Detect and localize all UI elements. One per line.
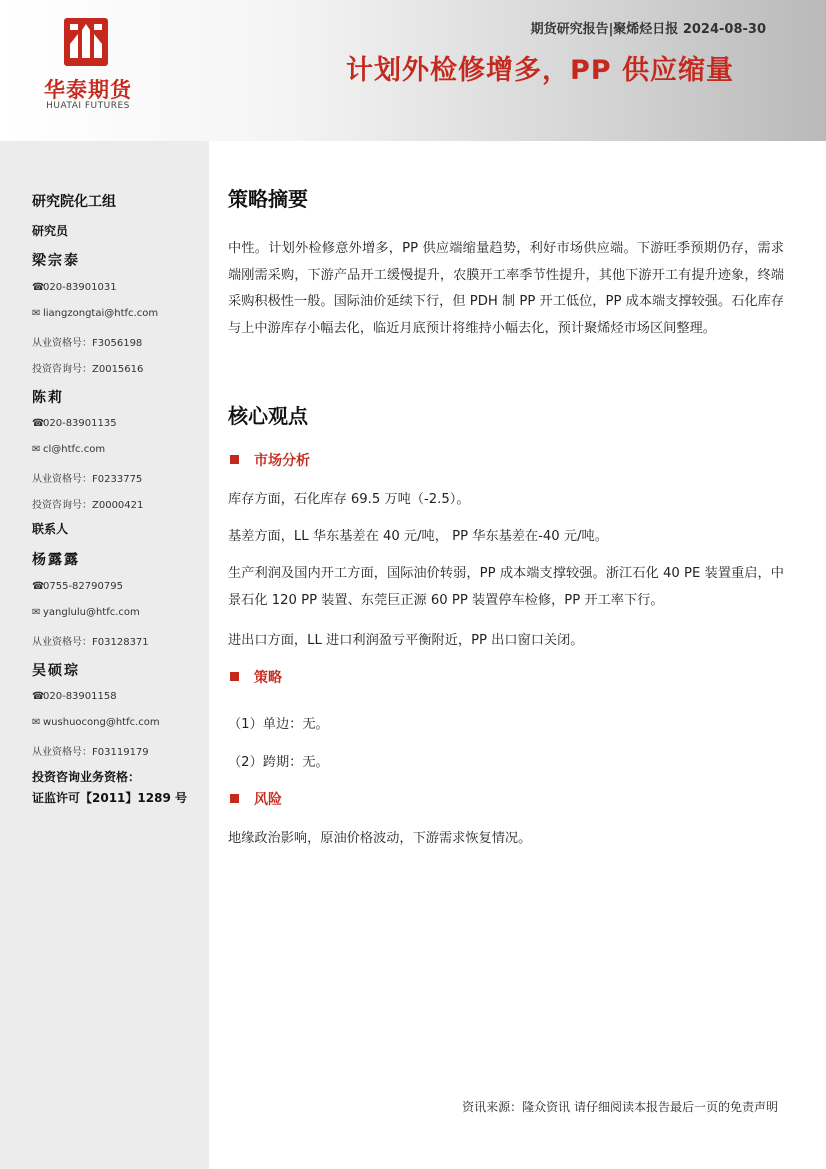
- researcher-name: 陈莉: [32, 390, 64, 406]
- researcher-advisor-id: 投资咨询号：Z0015616: [32, 364, 144, 375]
- contact-name: 吴硕琮: [32, 663, 80, 679]
- market-profit-text: 生产利润及国内开工方面，国际油价转弱，PP 成本端支撑较强。浙江石化 40 PE 装置重启，中景石化 120 PP 装置、东莞巨正源 60 PP 装置停车检修，PP 开工率下行。: [228, 566, 784, 608]
- researcher-advisor-id: 投资咨询号：Z0000421: [32, 500, 144, 511]
- logo-chinese-name: 华泰期货: [44, 78, 132, 102]
- huatai-logo-icon: [64, 18, 108, 66]
- report-header: [0, 0, 826, 141]
- researcher-phone: ☎020-83901135: [32, 418, 117, 429]
- market-basis-text: 基差方面，LL 华东基差在 40 元/吨， PP 华东基差在-40 元/吨。: [228, 529, 608, 544]
- strategy-spread-text: （2）跨期：无。: [228, 755, 329, 770]
- report-title: 计划外检修增多，PP 供应缩量: [346, 55, 734, 86]
- core-views-heading: 核心观点: [228, 404, 308, 428]
- section-bullet-icon: [230, 794, 239, 803]
- contact-phone: ☎020-83901158: [32, 691, 117, 702]
- researcher-label: 研究员: [32, 224, 69, 238]
- researcher-qualification: 从业资格号：F3056198: [32, 338, 143, 349]
- contact-phone: ☎0755-82790795: [32, 581, 123, 592]
- report-type-date: 期货研究报告|聚烯烃日报 2024-08-30: [530, 22, 766, 37]
- email-icon: ✉: [32, 717, 41, 728]
- phone-icon: ☎: [32, 691, 45, 702]
- market-analysis-heading: 市场分析: [230, 450, 310, 470]
- contact-name: 杨露露: [32, 552, 80, 568]
- logo-english-name: HUATAI FUTURES: [46, 101, 130, 111]
- researcher-name: 梁宗泰: [32, 253, 80, 269]
- section-bullet-icon: [230, 455, 239, 464]
- license-label: 投资咨询业务资格：: [32, 770, 141, 784]
- summary-paragraph: 中性。计划外检修意外增多，PP 供应端缩量趋势，利好市场供应端。下游旺季预期仍存，需求端刚需采购，下游产品开工缓慢提升，农膜开工率季节性提升，其他下游开工有提升迹象，终端采购积极性一般。国际油价延续下行，但 PDH 制 PP 开工低位，PP 成本端支撑较强。石化库存与上中游库存小幅去化，临近月底预计将维持小幅去化，预计聚烯烃市场区间整理。: [228, 241, 784, 336]
- contact-qualification: 从业资格号：F03128371: [32, 637, 149, 648]
- license-number: 证监许可【2011】1289 号: [32, 791, 187, 805]
- risk-text: 地缘政治影响，原油价格波动，下游需求恢复情况。: [228, 831, 532, 846]
- market-inventory-text: 库存方面，石化库存 69.5 万吨（-2.5）。: [228, 492, 470, 507]
- market-trade-text: 进出口方面，LL 进口利润盈亏平衡附近，PP 出口窗口关闭。: [228, 633, 584, 648]
- summary-heading: 策略摘要: [228, 187, 308, 211]
- phone-icon: ☎: [32, 581, 45, 592]
- strategy-heading: 策略: [230, 667, 282, 687]
- risk-heading: 风险: [230, 789, 282, 809]
- researcher-email[interactable]: ✉ liangzongtai@htfc.com: [32, 308, 159, 319]
- researcher-qualification: 从业资格号：F0233775: [32, 474, 143, 485]
- email-icon: ✉: [32, 308, 41, 319]
- author-sidebar: [0, 141, 209, 1169]
- section-bullet-icon: [230, 672, 239, 681]
- phone-icon: ☎: [32, 418, 45, 429]
- contact-qualification: 从业资格号：F03119179: [32, 747, 149, 758]
- footer-disclaimer: 资讯来源：隆众资讯 请仔细阅读本报告最后一页的免责声明: [462, 1100, 778, 1114]
- strategy-single-text: （1）单边：无。: [228, 717, 329, 732]
- researcher-email[interactable]: ✉ cl@htfc.com: [32, 444, 106, 455]
- research-group: 研究院化工组: [32, 194, 116, 210]
- contact-email[interactable]: ✉ yanglulu@htfc.com: [32, 607, 140, 618]
- email-icon: ✉: [32, 444, 41, 455]
- contact-email[interactable]: ✉ wushuocong@htfc.com: [32, 717, 160, 728]
- researcher-phone: ☎020-83901031: [32, 282, 117, 293]
- company-logo: [38, 18, 138, 118]
- contact-label: 联系人: [32, 522, 69, 536]
- email-icon: ✉: [32, 607, 41, 618]
- phone-icon: ☎: [32, 282, 45, 293]
